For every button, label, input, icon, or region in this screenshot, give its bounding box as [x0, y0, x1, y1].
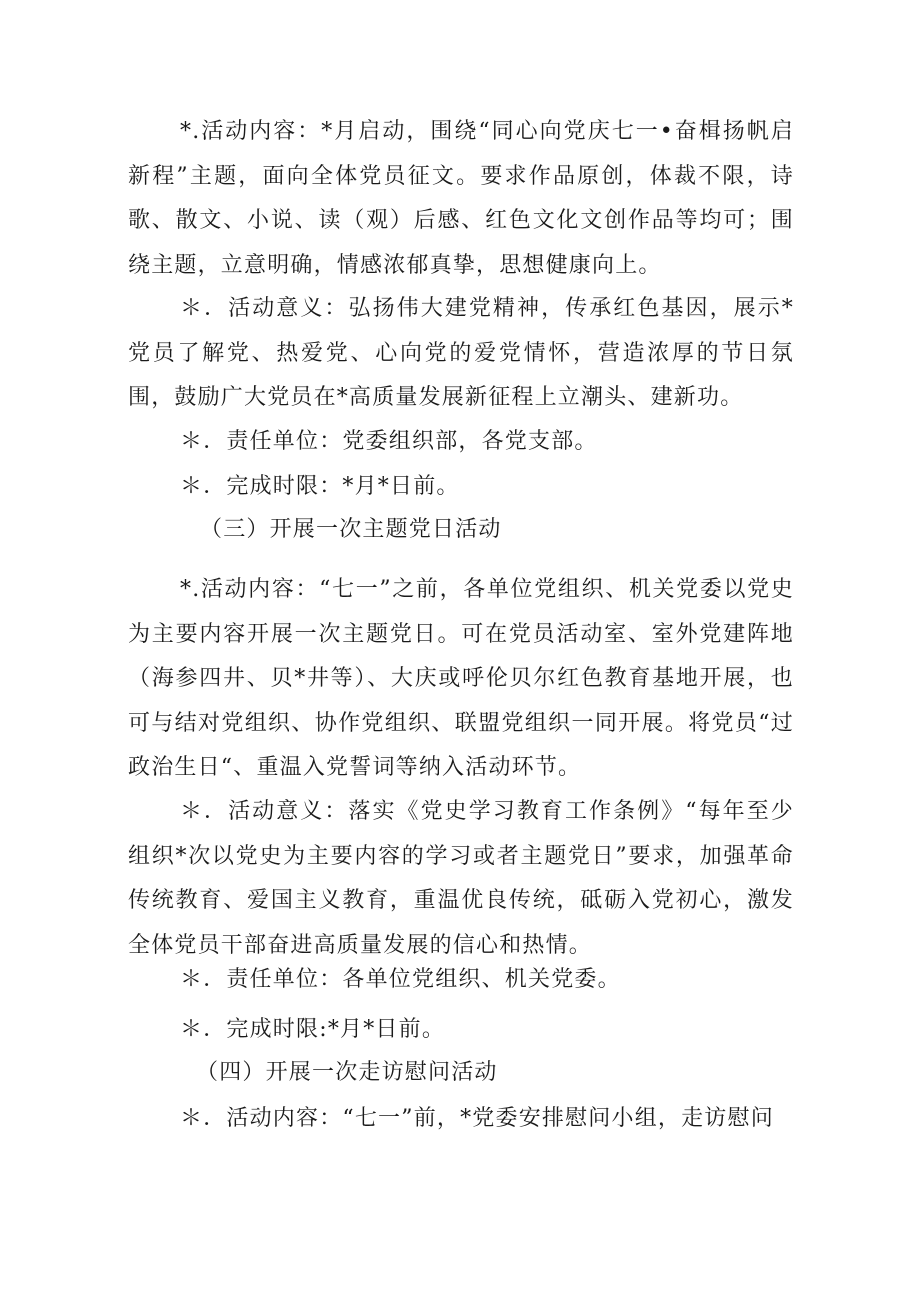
paragraph-activity-content-visit: ＊．活动内容：“七一”前，*党委安排慰问小组，走访慰问 — [180, 1106, 774, 1131]
paragraph-activity-significance-essay: ＊．活动意义：弘扬伟大建党精神，传承红色基因，展示*党员了解党、热爱党、心向党的爱党情怀，营造浓厚的节日氛围，鼓励广大党员在*高质量发展新征程上立潮头、建新功。 — [128, 296, 794, 410]
paragraph-activity-content-party-day: *.活动内容：“七一”之前，各单位党组织、机关党委以党史为主要内容开展一次主题党日。可在党员活动室、室外党建阵地（海参四井、贝*井等）、大庆或呼伦贝尔红色教育基地开展，也可与结对党组织、协作党组织、联盟党组织一同开展。将党员“过政治生日“、重温入党誓词等纳入活动环节。 — [128, 577, 794, 780]
section-heading-visit: （四）开展一次走访慰问活动 — [196, 1060, 498, 1085]
paragraph-deadline-essay: ＊．完成时限：*月*日前。 — [180, 474, 460, 499]
paragraph-responsible-unit-essay: ＊．责任单位：党委组织部，各党支部。 — [180, 429, 598, 454]
section-heading-party-day: （三）开展一次主题党日活动 — [200, 517, 502, 542]
paragraph-activity-significance-party-day: ＊．活动意义：落实《党史学习教育工作条例》“每年至少组织*次以党史为主要内容的学习或者主题党日”要求，加强革命传统教育、爱国主义教育，重温优良传统，砥砺入党初心，激发全体党员干部奋进高质量发展的信心和热情。 — [128, 799, 794, 958]
paragraph-deadline-party-day: ＊．完成时限:*月*日前。 — [180, 1017, 446, 1042]
paragraph-responsible-unit-party-day: ＊．责任单位：各单位党组织、机关党委。 — [180, 967, 621, 992]
paragraph-activity-content-essay: *.活动内容：*月启动，围绕“同心向党庆七一•奋楫扬帆启新程”主题，面向全体党员征文。要求作品原创，体裁不限，诗歌、散文、小说、读（观）后感、红色文化文创作品等均可；围绕主题，立意明确，情感浓郁真挚，思想健康向上。 — [128, 119, 794, 278]
